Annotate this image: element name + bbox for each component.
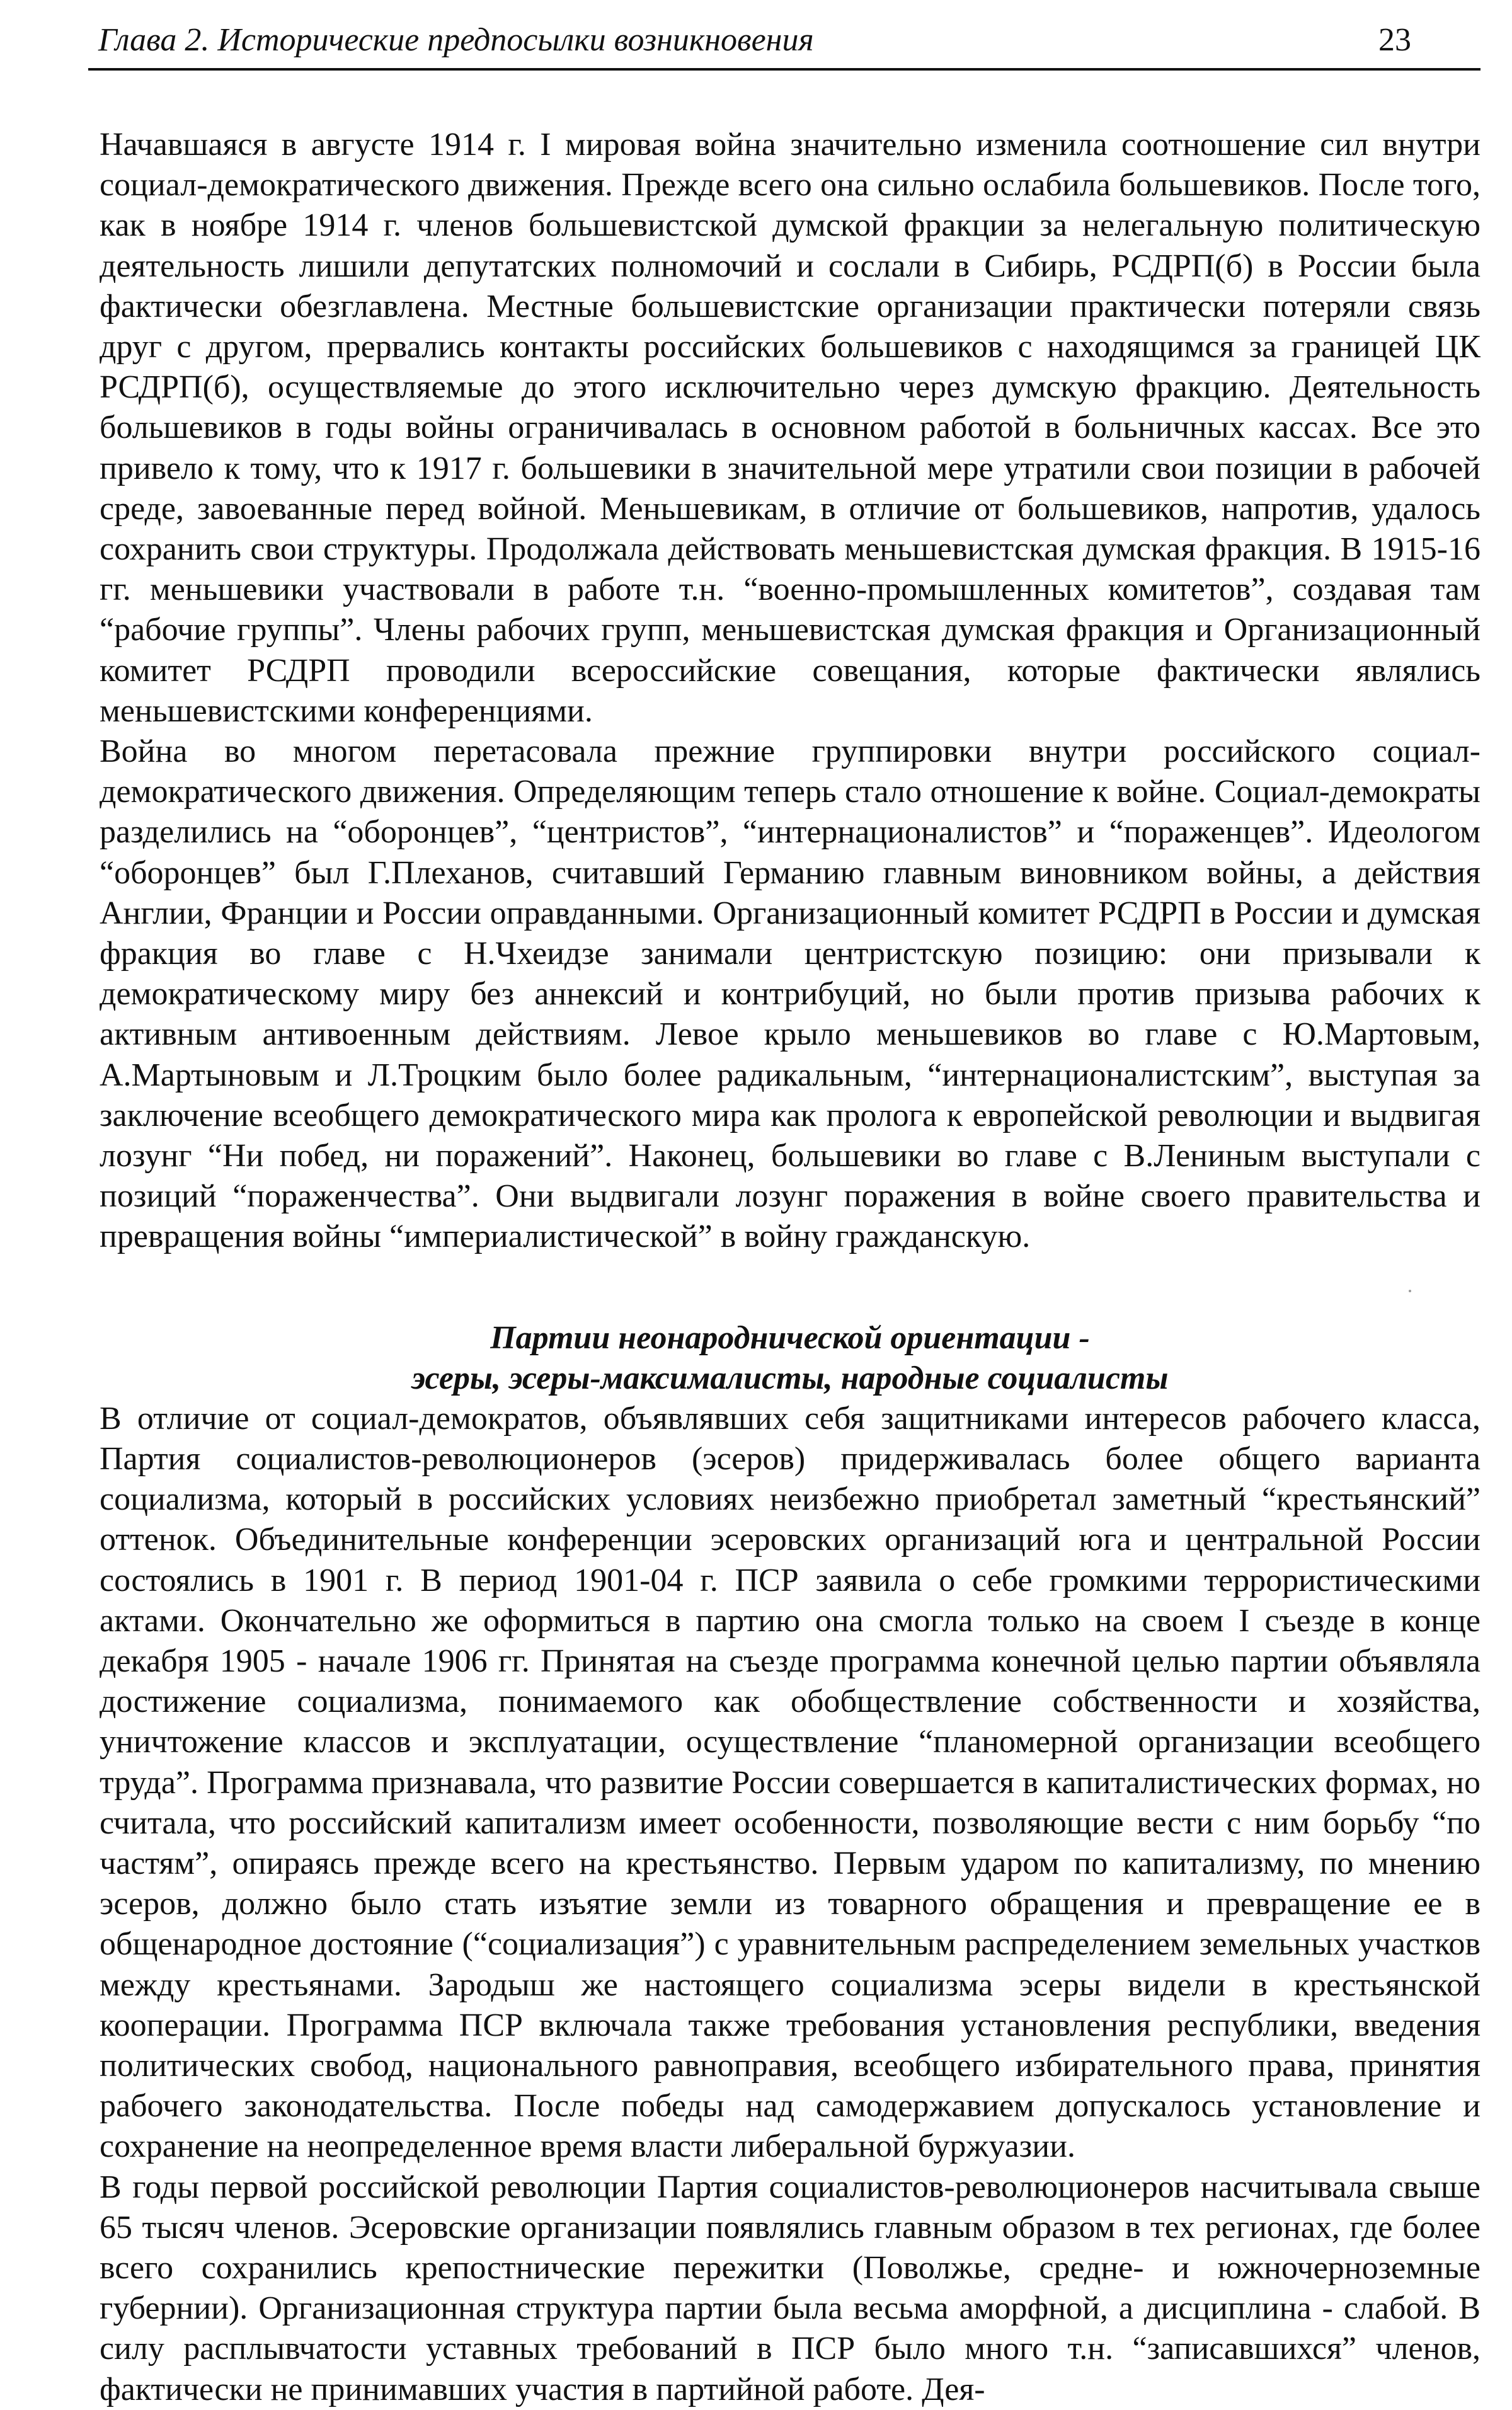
- paragraph-psr-program: В отличие от социал-демократов, объявлявших себя защитниками интересов рабочего класса, Партия социалистов-революционеров (эсеров) придерживалась более общего варианта социализма, который в российских условиях неизбежно приобретал заметный “крестьянский” оттенок. Объединительные конференции эсеровских организаций юга и центральной России состоялись в 1901 г. В период 1901-04 г. ПСР заявила о себе громкими террористическими актами. Окончательно же оформиться в партию она смогла только на своем I съезде в конце декабря 1905 - начале 1906 гг. Принятая на съезде программа конечной целью партии объявляла достижение социализма, понимаемого как обобществление собственности и хозяйства, уничтожение классов и эксплуатации, осуществление “планомерной организации всеобщего труда”. Программа признавала, что развитие России совершается в капиталистических формах, но считала, что российский капитализм имеет особенности, позволяющие вести с ним борьбу “по частям”, опираясь прежде всего на крестьянство. Первым ударом по капитализму, по мнению эсеров, должно было стать изъятие земли из товарного обращения и превращение ее в общенародное достояние (“социализация”) с уравнительным распределением земельных участков между крестьянами. Зародыш же настоящего социализма эсеры видели в крестьянской кооперации. Программа ПСР включала также требования установления республики, введения политических свобод, национального равноправия, всеобщего избирательного права, принятия рабочего законодательства. После победы над самодержавием допускалось установление и сохранение на неопределенное время власти либеральной буржуазии.: [100, 1400, 1480, 2165]
- running-header: [88, 18, 1480, 71]
- running-title: Глава 2. Исторические предпосылки возникновения: [98, 22, 814, 58]
- section-heading-line-2: эсеры, эсеры-максималисты, народные социалисты: [411, 1360, 1169, 1396]
- section-heading: [100, 1318, 1480, 1399]
- paragraph-war-impact: Начавшаяся в августе 1914 г. I мировая война значительно изменила соотношение сил внутри социал-демократического движения. Прежде всего она сильно ослабила большевиков. После того, как в ноябре 1914 г. членов большевистской думской фракции за нелегальную политическую деятельность лишили депутатских полномочий и сослали в Сибирь, РСДРП(б) в России была фактически обезглавлена. Местные большевистские организации практически потеряли связь друг с другом, прервались контакты российских большевиков с находящимся за границей ЦК РСДРП(б), осуществляемые до этого исключительно через думскую фракцию. Деятельность большевиков в годы войны ограничивалась в основном работой в больничных кассах. Все это привело к тому, что к 1917 г. большевики в значительной мере утратили свои позиции в рабочей среде, завоеванные перед войной. Меньшевикам, в отличие от большевиков, напротив, удалось сохранить свои структуры. Продолжала действовать меньшевистская думская фракция. В 1915-16 гг. меньшевики участвовали в работе т.н. “военно-промышленных комитетов”, создавая там “рабочие группы”. Члены рабочих групп, меньшевистская думская фракция и Организационный комитет РСДРП проводили всероссийские совещания, которые фактически являлись меньшевистскими конференциями.: [100, 127, 1480, 729]
- paragraph-war-regrouping: Война во многом перетасовала прежние группировки внутри российского социал-демократического движения. Определяющим теперь стало отношение к войне. Социал-демократы разделились на “оборонцев”, “центристов”, “интернационалистов” и “пораженцев”. Идеологом “оборонцев” был Г.Плеханов, считавший Германию главным виновником войны, а действия Англии, Франции и России оправданными. Организационный комитет РСДРП в России и думская фракция во главе с Н.Чхеидзе занимали центристскую позицию: они призывали к демократическому миру без аннексий и контрибуций, но были против призыва рабочих к активным антивоенным действиям. Левое крыло меньшевиков во главе с Ю.Мартовым, А.Мартыновым и Л.Троцким было более радикальным, “интернационалистским”, выступая за заключение всеобщего демократического мира как пролога к европейской революции и выдвигая лозунг “Ни побед, ни поражений”. Наконец, большевики во главе с В.Лениным выступали с позиций “пораженчества”. Они выдвигали лозунг поражения в войне своего правительства и превращения войны “империалистической” в войну гражданскую.: [100, 733, 1480, 1255]
- print-speck: [1409, 1290, 1411, 1292]
- page-number: 23: [1378, 22, 1411, 58]
- paragraph-psr-membership: В годы первой российской революции Партия социалистов-революционеров насчитывала свыше 65 тысяч членов. Эсеровские организации появлялись главным образом в тех регионах, где более всего сохранились крепостнические пережитки (Поволжье, средне- и южночерноземные губернии). Организационная структура партии была весьма аморфной, а дисциплина - слабой. В силу расплывчатости уставных требований в ПСР было много т.н. “записавшихся” членов, фактически не принимавших участия в партийной работе. Дея-: [100, 2169, 1480, 2407]
- body-text: [100, 125, 1480, 2410]
- section-heading-line-1: Партии неонароднической ориентации -: [490, 1319, 1090, 1356]
